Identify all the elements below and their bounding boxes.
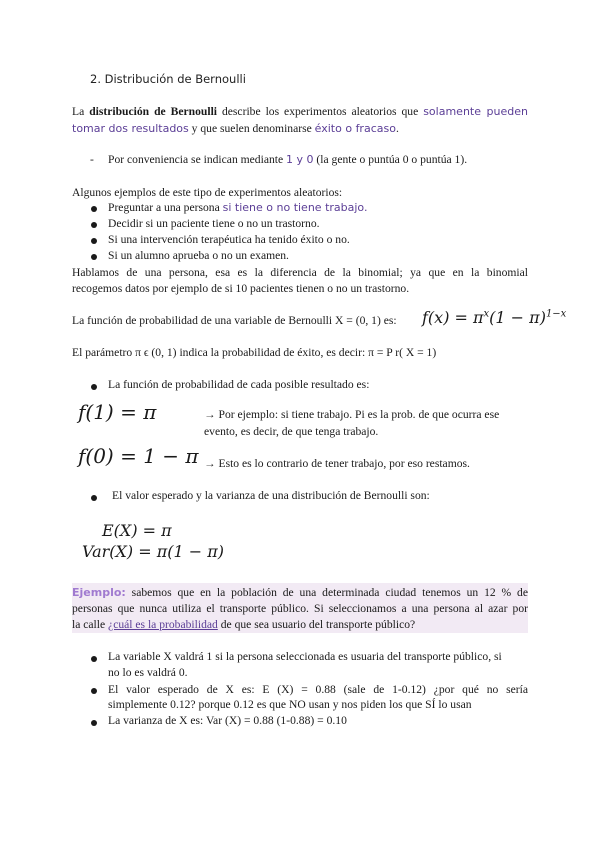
answer-1-line-2: no lo es valdrá 0.: [108, 666, 188, 679]
section-heading: 2. Distribución de Bernoulli: [90, 72, 246, 86]
binomial-line-2: recogemos datos por ejemplo de si 10 pacientes tienen o no un trastorno.: [72, 282, 410, 295]
example-item-4: Si un alumno aprueba o no un examen.: [108, 249, 289, 262]
examples-intro: Algunos ejemplos de este tipo de experimentos aleatorios:: [72, 186, 343, 199]
dash-item: [108, 153, 467, 166]
bullet-icon: [91, 238, 97, 244]
intro-text: La: [72, 105, 90, 118]
example-highlight: si tiene o no tiene trabajo.: [222, 201, 368, 214]
dash-text: Por conveniencia se indican mediante: [108, 153, 287, 166]
bullet-expect-text: El valor esperado y la varianza de una distribución de Bernoulli son:: [112, 489, 430, 502]
f0-note: → Esto es lo contrario de tener trabajo, por eso restamos.: [204, 457, 470, 470]
intro-text: y que suelen denominarse: [188, 122, 315, 135]
f1-note-line-1: → Por ejemplo: si tiene trabajo. Pi es la prob. de que ocurra ese: [204, 408, 500, 421]
intro-text: .: [395, 122, 399, 135]
answer-2-line-2: simplemente 0.12? porque 0.12 es que NO usan y nos piden los que SÍ lo usan: [108, 698, 472, 711]
example-text: de que sea usuario del transporte público?: [217, 618, 416, 631]
example-label: Ejemplo:: [72, 586, 126, 599]
bullet-icon: [91, 656, 97, 662]
example-text: la calle: [72, 618, 109, 631]
example-text: sabemos que en la población de una determinada ciudad tenemos un 12 % de: [125, 586, 528, 599]
example-text: Preguntar a una persona: [108, 201, 223, 214]
answer-1-line-1: La variable X valdrá 1 si la persona seleccionada es usuaria del transporte público, si: [108, 650, 502, 663]
bullet-icon: [91, 222, 97, 228]
binomial-line-1: Hablamos de una persona, esa es la diferencia de la binomial; ya que en la binomial: [72, 266, 528, 279]
prob-fn-formula: [422, 308, 566, 327]
example-item-3: Si una intervención terapéutica ha tenido éxito o no.: [108, 233, 350, 246]
prob-fn-text: La función de probabilidad de una variable de Bernoulli X = (0, 1) es:: [72, 314, 397, 327]
intro-highlight: solamente pueden: [423, 105, 528, 118]
bullet-icon: [91, 254, 97, 260]
expected-value-formula: E(X) = π: [102, 521, 172, 540]
example-line-2: personas que nunca utiliza el transporte público. Si seleccionamos a una persona al azar por: [72, 602, 528, 615]
dash-text: (la gente o puntúa 0 o puntúa 1).: [313, 153, 468, 166]
answer-2-line-1: El valor esperado de X es: E (X) = 0.88 (sale de 1-0.12) ¿por qué no sería: [108, 683, 528, 696]
dash-symbol: -: [90, 153, 94, 166]
example-line-3: [72, 617, 528, 633]
dash-highlight: 1 y 0: [286, 153, 314, 166]
formula-part: f(x) = π: [422, 308, 484, 327]
intro-text: describe los experimentos aleatorios que: [217, 105, 424, 118]
example-question-highlight: ¿cuál es la probabilidad: [108, 618, 218, 631]
f0-formula: f(0) = 1 − π: [78, 444, 199, 468]
bullet-icon: [91, 688, 97, 694]
formula-exponent: 1−x: [545, 308, 567, 320]
intro-highlight: tomar dos resultados: [72, 122, 189, 135]
bullet-probs-text: La función de probabilidad de cada posible resultado es:: [108, 378, 370, 391]
f1-note-line-2: evento, es decir, de que tenga trabajo.: [204, 425, 379, 438]
bullet-icon: [91, 495, 97, 501]
variance-formula: Var(X) = π(1 − π): [82, 542, 224, 561]
bullet-icon: [91, 206, 97, 212]
example-item-1: [108, 201, 367, 214]
formula-exponent: x: [483, 308, 490, 320]
f1-formula: f(1) = π: [78, 400, 157, 424]
intro-line-2: [72, 121, 528, 137]
bullet-icon: [91, 384, 97, 390]
example-item-2: Decidir si un paciente tiene o no un trastorno.: [108, 217, 320, 230]
answer-3: La varianza de X es: Var (X) = 0.88 (1-0.88) = 0.10: [108, 714, 347, 727]
intro-bold-term: distribución de Bernoulli: [89, 105, 218, 118]
parameter-line: El parámetro π ϵ (0, 1) indica la probabilidad de éxito, es decir: π = P r( X = 1): [72, 346, 437, 359]
bullet-icon: [91, 720, 97, 726]
formula-part: (1 − π): [489, 308, 546, 327]
intro-highlight: éxito o fracaso: [314, 122, 396, 135]
